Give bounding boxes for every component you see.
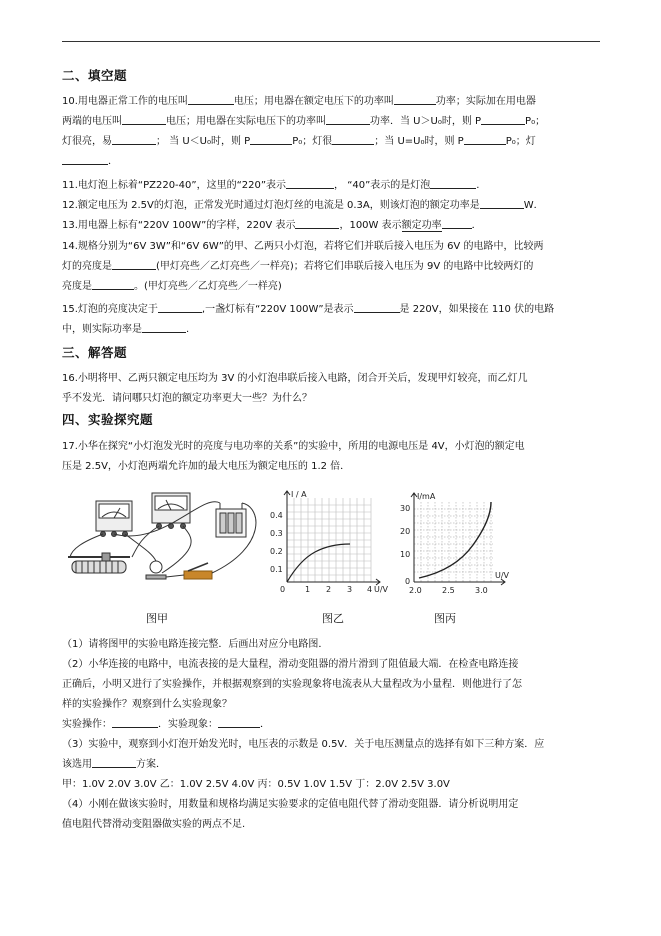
section-heading-fill: 二、填空题 <box>62 68 128 83</box>
text: 样的实验操作？观察到什么实验现象？ <box>62 699 232 710</box>
section-heading-experiment: 四、实验探究题 <box>62 412 154 427</box>
y-tick: 0 <box>405 577 411 586</box>
figure-a-caption: 图甲 <box>146 612 168 625</box>
text: ；当 U=U₀时，则 P <box>374 136 464 147</box>
answer-blank[interactable] <box>142 320 186 333</box>
figure-circuit-apparatus <box>62 487 272 599</box>
answer-blank[interactable] <box>480 196 524 209</box>
iu-curve <box>287 544 350 582</box>
figure-iu-graph <box>270 488 390 598</box>
y-tick: 0 <box>280 585 286 594</box>
text: 甲：1.0V 2.0V 3.0V 乙：1.0V 2.5V 4.0V 丙：0.5V 1.0V 1.5V 丁：2.0V 2.5V 3.0V <box>62 779 450 790</box>
section-heading-answer: 三、解答题 <box>62 345 128 360</box>
text: 13.用电器上标有“220V 100W”的字样，220V 表示 <box>62 220 296 231</box>
x-tick: 1 <box>305 585 311 594</box>
text: . <box>476 180 480 191</box>
answer-blank[interactable] <box>112 132 156 145</box>
text: ． <box>260 719 270 730</box>
text: 值电阻代替滑动变阻器做实验的两点不足. <box>62 819 246 830</box>
text: 17.小华在探究“小灯泡发光时的亮度与电功率的关系”的实验中，所用的电源电压是 4V，小灯泡的额定电 <box>62 441 525 452</box>
text: 16.小明将甲、乙两只额定电压均为 3V 的小灯泡串联后接入电路，闭合开关后，发现甲灯较亮，而乙灯几 <box>62 373 528 384</box>
answer-blank[interactable] <box>92 277 134 290</box>
y-tick: 0.1 <box>270 565 283 574</box>
answer-blank[interactable] <box>218 715 260 728</box>
answer-blank[interactable] <box>326 112 370 125</box>
answer-blank[interactable] <box>442 216 472 229</box>
answer-blank[interactable] <box>158 300 202 313</box>
answer-blank[interactable] <box>250 132 292 145</box>
text: ，100W 表示 <box>339 220 402 231</box>
text: （2）小华连接的电路中，电流表接的是大量程，滑动变阻器的滑片滑到了阻值最大端．在检查电路连接 <box>62 659 519 670</box>
answer-blank[interactable] <box>286 176 334 189</box>
text: ． <box>108 156 118 167</box>
question-16 <box>62 369 602 409</box>
x-tick: 2.5 <box>442 586 455 595</box>
text: P₀；灯很 <box>292 136 333 147</box>
text: 亮度是 <box>62 281 92 292</box>
text: 电压；用电器在额定电压下的功率叫 <box>233 96 394 107</box>
text: 压是 2.5V，小灯泡两端允许加的最大电压为额定电压的 1.2 倍． <box>62 461 351 472</box>
figure-ima-graph <box>395 490 517 600</box>
ima-curve <box>419 502 491 578</box>
lamp <box>146 561 166 579</box>
text: 15.灯泡的亮度决定于 <box>62 304 158 315</box>
text: 实验操作： <box>62 719 112 730</box>
text: 14.规格分别为“6V 3W”和“6V 6W”的甲、乙两只小灯泡，若将它们并联后接入电压为 6V 的电路中，比较两 <box>62 241 544 252</box>
header-rule <box>62 41 600 42</box>
question-15 <box>62 300 602 340</box>
text: 乎不发光．请问哪只灯泡的额定功率更大一些？为什么？ <box>62 393 312 404</box>
y-axis-label: I/mA <box>417 492 436 501</box>
figure-c-caption: 图丙 <box>434 612 456 625</box>
text: ， “40”表示的是灯泡 <box>334 180 431 191</box>
answer-blank[interactable] <box>112 257 156 270</box>
answer-blank[interactable] <box>332 132 374 145</box>
y-axis-label: I / A <box>291 490 307 499</box>
x-tick: 3.0 <box>475 586 488 595</box>
text: ． <box>471 220 482 231</box>
text: (甲灯亮些／乙灯亮些／一样亮)；若将它们串联后接入电压为 9V 的电路中比较两灯的 <box>156 261 534 272</box>
text: 方案． <box>136 759 166 770</box>
question-17-stem <box>62 437 602 477</box>
text: ,一盏灯标有“220V 100W”是表示 <box>201 304 354 315</box>
ammeter <box>96 501 132 537</box>
y-tick: 20 <box>400 527 411 536</box>
text: ； 当 U＜U₀时，则 P <box>156 136 251 147</box>
x-axis-label: U/V <box>374 585 389 594</box>
answer-blank[interactable] <box>430 176 476 189</box>
text: 正确后，小明又进行了实验操作，并根据观察到的实验现象将电流表从大量程改为小量程．则他进行了怎 <box>62 679 522 690</box>
y-tick: 10 <box>400 550 411 559</box>
battery-box <box>216 503 246 537</box>
text: 。(甲灯亮些／乙灯亮些／一样亮) <box>134 281 282 292</box>
text: 功率．当 U＞U₀时，则 P <box>370 116 482 127</box>
text: P₀； <box>525 116 546 127</box>
question-11 <box>62 176 602 196</box>
answer-blank[interactable] <box>481 112 525 125</box>
text: 12.额定电压为 2.5V的灯泡，正常发光时通过灯泡灯丝的电流是 0.3A，则该灯泡的额定功率是 <box>62 200 480 211</box>
text: . <box>186 324 190 335</box>
question-13 <box>62 216 602 236</box>
answer-blank[interactable] <box>112 715 158 728</box>
answer-blank[interactable] <box>394 92 436 105</box>
answer-blank[interactable] <box>295 216 339 229</box>
question-14 <box>62 237 602 297</box>
x-tick: 4 <box>367 585 373 594</box>
text: 灯的亮度是 <box>62 261 112 272</box>
text: 灯很亮，易 <box>62 136 112 147</box>
answer-blank[interactable] <box>92 755 136 768</box>
text: 两端的电压叫 <box>62 116 122 127</box>
text: 功率；实际加在用电器 <box>435 96 536 107</box>
answer-blank[interactable] <box>188 92 234 105</box>
question-12 <box>62 196 602 216</box>
figure-b-caption: 图乙 <box>322 612 344 625</box>
text: P₀；灯 <box>505 136 536 147</box>
text: 该选用 <box>62 759 92 770</box>
switch <box>184 563 212 579</box>
x-tick: 2 <box>326 585 332 594</box>
x-tick: 2.0 <box>409 586 422 595</box>
x-tick: 3 <box>347 585 353 594</box>
text: 10.用电器正常工作的电压叫 <box>62 96 188 107</box>
text: （4）小刚在做该实验时，用数量和规格均满足实验要求的定值电阻代替了滑动变阻器．请分析说明用定 <box>62 799 519 810</box>
y-tick: 0.4 <box>270 511 283 520</box>
y-tick: 0.3 <box>270 529 283 538</box>
text: 中，则实际功率是 <box>62 324 142 335</box>
text: ．实验现象： <box>158 719 218 730</box>
answer-blank[interactable] <box>464 132 506 145</box>
text: （1）请将图甲的实验电路连接完整．后画出对应分电路图． <box>62 639 329 650</box>
y-tick: 0.2 <box>270 547 283 556</box>
text: 是 220V，如果接在 110 伏的电路 <box>399 304 555 315</box>
y-tick: 30 <box>400 504 411 513</box>
x-axis-label: U/V <box>495 571 510 580</box>
question-17-parts <box>62 635 602 835</box>
answer-blank[interactable] <box>354 300 400 313</box>
rheostat <box>68 553 130 573</box>
text: W． <box>523 200 544 211</box>
text: 电压；用电器在实际电压下的功率叫 <box>166 116 326 127</box>
answer-blank[interactable] <box>122 112 166 125</box>
text: （3）实验中，观察到小灯泡开始发光时，电压表的示数是 0.5V．关于电压测量点的选择有如下三种方案．应 <box>62 739 545 750</box>
text: 11.电灯泡上标着“PZ220-40”，这里的“220”表示 <box>62 180 287 191</box>
question-10 <box>62 92 602 172</box>
text: 额定功率 <box>401 220 442 231</box>
answer-blank[interactable] <box>62 152 108 165</box>
